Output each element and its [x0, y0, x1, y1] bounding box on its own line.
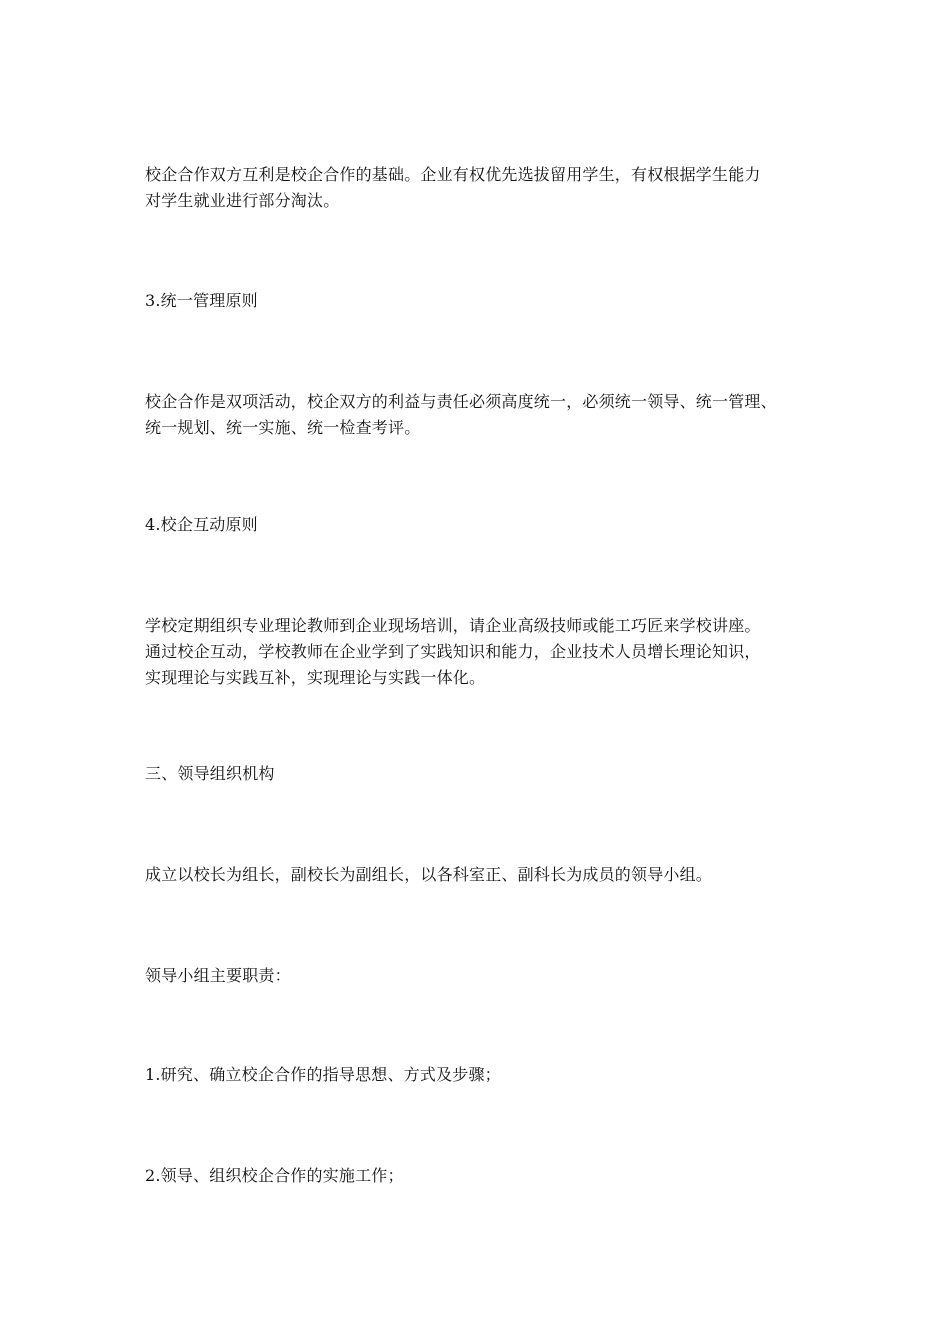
- list-item-duty-2: [145, 1163, 815, 1189]
- text-line: 对学生就业进行部分淘汰。: [145, 191, 340, 210]
- paragraph-mutual-benefit: [145, 162, 815, 214]
- text-line: 学校定期组织专业理论教师到企业现场培训，请企业高级技师或能工巧匠来学校讲座。: [145, 616, 761, 635]
- text-line: 通过校企互动，学校教师在企业学到了实践知识和能力，企业技术人员增长理论知识，: [145, 642, 761, 661]
- text-line: 三、领导组织机构: [145, 764, 275, 783]
- heading-interaction: [145, 512, 815, 538]
- text-line: 校企合作是双项活动，校企双方的利益与责任必须高度统一，必须统一领导、统一管理、: [145, 392, 777, 411]
- heading-leadership-organization: [145, 761, 815, 787]
- text-line: 实现理论与实践互补，实现理论与实践一体化。: [145, 668, 486, 687]
- text-line: 3.统一管理原则: [145, 291, 258, 310]
- heading-group-duties: [145, 963, 815, 989]
- heading-unified-management: [145, 288, 815, 314]
- list-item-duty-1: [145, 1062, 815, 1088]
- text-line: 1.研究、确立校企合作的指导思想、方式及步骤；: [145, 1065, 501, 1084]
- text-line: 2.领导、组织校企合作的实施工作；: [145, 1166, 404, 1185]
- paragraph-unified-management: [145, 389, 815, 441]
- text-line: 4.校企互动原则: [145, 515, 258, 534]
- text-line: 成立以校长为组长，副校长为副组长，以各科室正、副科长为成员的领导小组。: [145, 865, 713, 884]
- text-line: 领导小组主要职责：: [145, 966, 291, 985]
- text-line: 统一规划、统一实施、统一检查考评。: [145, 418, 421, 437]
- text-line: 校企合作双方互利是校企合作的基础。企业有权优先选拔留用学生，有权根据学生能力: [145, 165, 761, 184]
- paragraph-interaction: [145, 613, 815, 691]
- paragraph-leadership-group: [145, 862, 815, 888]
